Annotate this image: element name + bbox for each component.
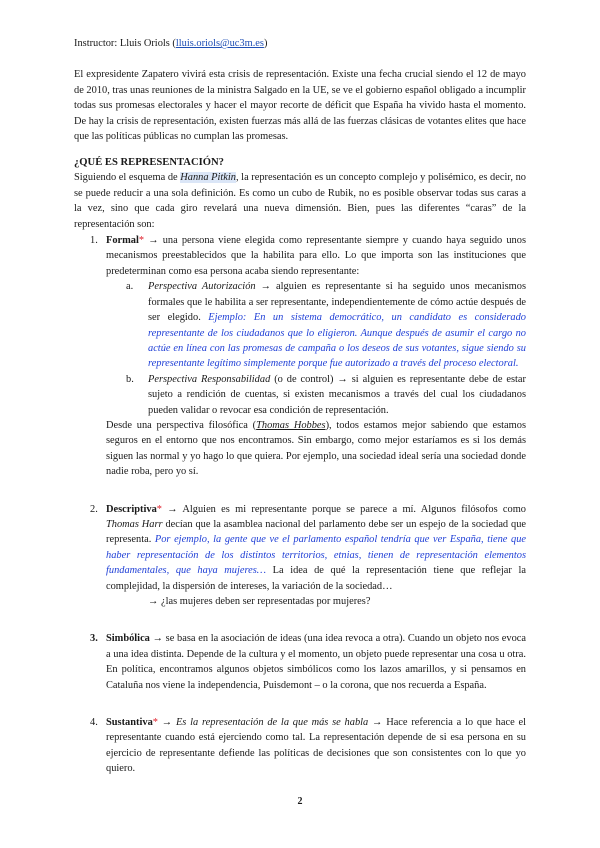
author-harr: Thomas Harr: [106, 518, 163, 530]
item-number: 4.: [90, 717, 98, 729]
sub-example: Ejemplo: En un sistema democrático, un candidato es considerado representante de los ciudadanos que lo eligieron. Aunque después de asumir el cargo no actúe en línea con las promesas de campaña o los deseos de sus votantes, sigue siendo su representante legítimo simplemente porque fue autorizado a través del proceso electoral.: [148, 312, 526, 370]
section-paragraph: [74, 170, 526, 232]
list-item-descriptiva: [74, 502, 526, 594]
sub-text: → alguien es representante si ha seguido unos mecanismos formales que le habilita a ser representante, independientemente de cómo actúe después de ser elegido.: [148, 281, 527, 324]
email-link[interactable]: lluis.oriols@uc3m.es: [175, 38, 264, 49]
item-title: Sustantiva: [106, 717, 153, 729]
section-text-start: Siguiendo el esquema de: [74, 172, 181, 184]
star-mark: *: [152, 717, 158, 729]
sub-letter: b.: [126, 373, 134, 385]
question-line: → ¿las mujeres deben ser representadas por mujeres?: [148, 596, 371, 607]
list-item-sustantiva: [74, 715, 526, 777]
item-italic: Es la representación de la que más se habla: [175, 717, 369, 729]
item-example: Por ejemplo, la gente que ve el parlamento español tendría que ver España, tiene que haber representación de los distintos territorios, etnias, tienen de representación elementos fundamentales, que haya mujeres…: [106, 534, 527, 577]
star-mark: *: [138, 235, 145, 247]
sub-text: (o de control) → si alguien es representante debe de estar sujeto a rendición de cuentas, si existen mecanismos a través del cual los ciudadanos pueden validar o revocar esa condición de representación.: [148, 373, 526, 416]
document-page: [74, 36, 526, 777]
star-mark: *: [156, 503, 162, 515]
item-number: 2.: [90, 503, 98, 515]
item-text: → se basa en la asociación de ideas (una idea revoca a otra). Cuando un objeto nos evoca a una idea distinta. Depende de la cultura y el momento, un objeto puede representar una cosa u otra. En política, encontramos algunos objetos simbólicos como los lazos amarillos, y si pensamos en Cataluña nos viene la independencia, Puisdemont – o la corona, que nos recuerda a España.: [106, 633, 526, 691]
item-title: Simbólica: [106, 633, 150, 645]
item-title: Formal: [106, 235, 139, 247]
sub-item-responsabilidad: [74, 372, 526, 418]
sub-name: Perspectiva Autorización: [148, 281, 256, 293]
list-item-formal: [74, 233, 526, 279]
instructor-line: [74, 36, 526, 51]
list-item-simbolica: [74, 631, 526, 693]
section-heading: ¿QUÉ ES REPRESENTACIÓN?: [74, 157, 224, 169]
item-text: → Hace referencia a lo que hace el representante cuando está ejerciendo como tal. La representación depende de si esa persona en su ejercicio de representante defiende las políticas de decisiones que son consistentes con lo que yo quiero.: [106, 717, 526, 775]
instructor-close: ): [263, 38, 268, 49]
instructor-label: Instructor: Lluis Oriols (: [74, 38, 176, 49]
author-pitkin: Hanna Pitkin: [180, 172, 236, 184]
author-hobbes: Thomas Hobbes: [256, 419, 326, 431]
item-text: → una persona viene elegida como representante siempre y cuando haya seguido unos mecanismos preestablecidos que la habilita para ello. Lo que importa son las instituciones que predeterminan como esa persona acaba siendo representante:: [106, 235, 526, 277]
item-number: 1.: [90, 235, 98, 247]
item-text: → Alguien es mi representante porque se parece a mí. Algunos filósofos como: [162, 503, 526, 515]
item-text-2: decían que la asamblea nacional del parlamento debe ser un espejo de la sociedad que representa.: [106, 518, 527, 546]
hobbes-text-start: Desde una perspectiva filosófica (: [106, 419, 257, 431]
intro-paragraph: El expresidente Zapatero vivirá esta crisis de representación. Existe una fecha crucial siendo el 12 de mayo de 2010, tras unas reuniones de la ministra Salgado en la UE, se ve el gobierno español obligado a incumplir todas sus promesas electorales y hacer el mayor recorte de déficit que España ha vivido hasta el momento. De hay la crisis de representación, existen fuerzas más allá de las fuerzas clásicas de votantes elites que hace que las políticas públicas no cumplan las promesas.: [74, 69, 526, 143]
item-number: 3.: [90, 633, 98, 645]
item-title: Descriptiva: [106, 503, 157, 515]
sub-name: Perspectiva Responsabilidad: [148, 373, 271, 385]
section-text-end: , la representación es un concepto complejo y polisémico, es decir, no se puede reducir a una sola definición. Es como un cubo de Rubik, no es posible observar todas sus caras a la vez, sino que cada giro revelará una nueva dimensión. Bien, pues las diferentes “caras” de la representación son:: [74, 172, 526, 230]
hobbes-paragraph: [74, 418, 526, 480]
hobbes-text-end: ), todos estamos mejor sabiendo que estamos seguros en el entorno que nos encontramos. Sin embargo, como mejor estaríamos es si los demás siguen las normal y yo hago lo que quiera. Por ejemplo, una sociedad ideal sería una sociedad donde nadie roba, pero yo sí.: [106, 419, 526, 478]
sub-item-autorizacion: [74, 279, 526, 371]
item-arrow: →: [157, 717, 176, 729]
page-number: 2: [297, 796, 303, 807]
sub-letter: a.: [126, 281, 134, 293]
item-text-3: La idea de qué la representación tiene que reflejar la complejidad, la dispersión de intereses, la variación de la sociedad…: [106, 565, 526, 592]
